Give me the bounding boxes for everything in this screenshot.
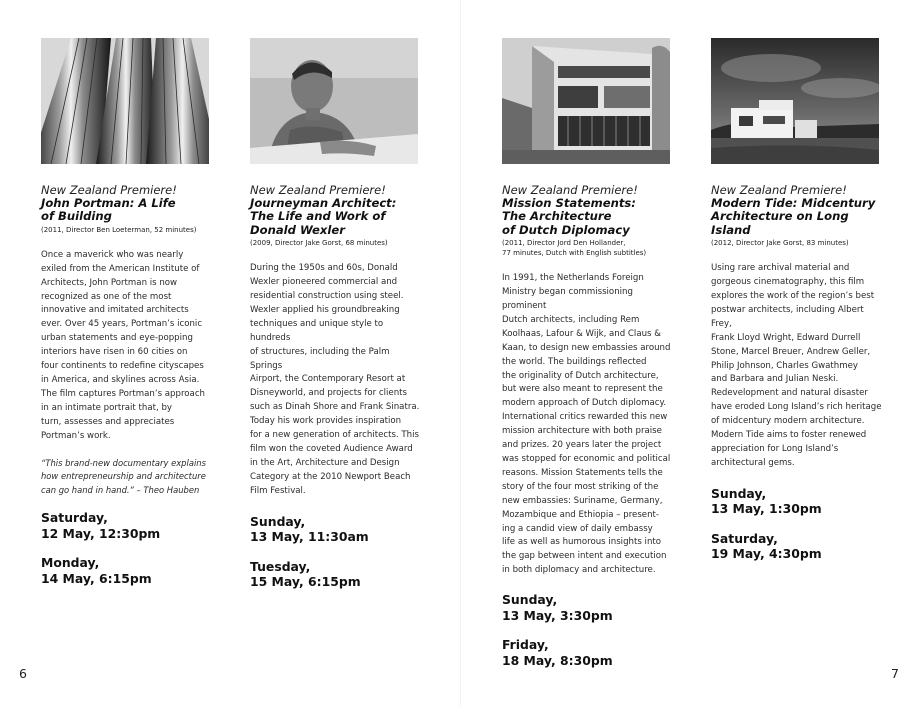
screening-time <box>41 555 213 586</box>
modern-house-photo-image <box>711 38 879 164</box>
desc-line: Wexler pioneered commercial and <box>250 277 398 288</box>
desc-line: of midcentury modern architecture. <box>711 416 865 427</box>
screening-day: Sunday, <box>502 592 558 608</box>
film-credit: (2011, Director Jord Den Hollander, <box>502 239 626 248</box>
screening-list <box>502 592 674 668</box>
screening-time <box>502 637 674 668</box>
screening-day: Saturday, <box>41 510 108 525</box>
review-quote <box>41 457 213 498</box>
film-title-line: Island <box>711 222 751 237</box>
desc-line: and Barbara and Julian Neski. <box>711 374 839 385</box>
desc-line: ever. Over 45 years, Portman’s iconic <box>41 319 203 330</box>
desc-line: innovative and imitated architects <box>41 305 189 316</box>
desc-line: new embassies: Suriname, Germany, <box>502 495 663 506</box>
desc-line: reasons. Mission Statements tells the <box>502 467 663 478</box>
screening-day: Saturday, <box>711 530 778 546</box>
desc-line: exiled from the American Institute of <box>41 263 200 274</box>
desc-line: residential construction using steel. <box>250 291 404 302</box>
film-entry-journeyman-architect <box>250 38 422 604</box>
screening-day: Sunday, <box>250 513 306 529</box>
film-credit: (2009, Director Jake Gorst, 68 minutes) <box>250 239 388 248</box>
film-title-line: John Portman: A Life <box>41 196 176 210</box>
desc-line: Frank Lloyd Wright, Edward Durrell <box>711 332 861 343</box>
desc-line: story of the four most striking of the <box>502 481 659 492</box>
screening-date: 13 May, 11:30am <box>250 529 369 545</box>
film-description <box>41 249 213 444</box>
page-number-right: 7 <box>891 666 899 681</box>
photo-portman-towers <box>41 38 209 164</box>
page-number-left: 6 <box>19 666 27 681</box>
desc-line: turn, assesses and appreciates <box>41 416 175 427</box>
film-title <box>41 197 213 224</box>
screening-time <box>41 510 213 541</box>
desc-line: in the Art, Architecture and Design <box>250 457 400 468</box>
desc-line: Wexler applied his groundbreaking <box>250 304 400 315</box>
screening-day: Tuesday, <box>250 558 311 574</box>
page-spine <box>460 0 461 707</box>
film-title-line: Architecture on Long <box>711 209 849 224</box>
desc-line: interiors have risen in 60 cities on <box>41 347 188 358</box>
desc-line: urban statements and eye-popping <box>41 333 193 344</box>
desc-line: mission architecture with both praise <box>502 426 662 437</box>
desc-line: Film Festival. <box>250 485 306 496</box>
film-title-line: Modern Tide: Midcentury <box>711 196 876 210</box>
desc-line: modern approach of Dutch diplomacy. <box>502 398 667 409</box>
portrait-photo-image <box>250 38 418 164</box>
desc-line: Dutch architects, including Rem <box>502 314 640 325</box>
desc-line: and prizes. 20 years later the project <box>502 440 662 451</box>
screening-date: 13 May, 1:30pm <box>711 501 822 517</box>
screening-day: Sunday, <box>711 485 767 501</box>
desc-line: of structures, including the Palm Springs <box>250 346 390 371</box>
desc-line: such as Dinah Shore and Frank Sinatra. <box>250 402 420 413</box>
film-title <box>250 197 422 237</box>
skyscraper-photo-image <box>41 38 209 164</box>
photo-long-island-house <box>711 38 879 164</box>
desc-line: gorgeous cinematography, this film <box>711 277 865 288</box>
desc-line: the gap between intent and execution <box>502 551 667 562</box>
desc-line: the world. The buildings reflected <box>502 356 647 367</box>
desc-line: was stopped for economic and political <box>502 454 671 464</box>
film-credit-cont: 77 minutes, Dutch with English subtitles) <box>502 249 647 258</box>
desc-line: ing a candid view of daily embassy <box>502 523 653 534</box>
desc-line: International critics rewarded this new <box>502 412 668 423</box>
film-title-line: Mission Statements: <box>502 196 636 210</box>
film-title-line: of Dutch Diplomacy <box>502 222 630 237</box>
desc-line: Stone, Marcel Breuer, Andrew Geller, <box>711 346 871 357</box>
desc-line: for a new generation of architects. This <box>250 430 419 441</box>
screening-date: 14 May, 6:15pm <box>41 570 152 586</box>
desc-line: film won the coveted Audience Award <box>250 444 413 454</box>
desc-line: Modern Tide aims to foster renewed <box>711 430 867 441</box>
premiere-label: New Zealand Premiere! <box>250 183 386 197</box>
quote-line: “This brand-new documentary explains <box>41 457 206 468</box>
film-title-line: Journeyman Architect: <box>250 196 397 210</box>
desc-line: Once a maverick who was nearly <box>41 249 184 260</box>
screening-time <box>502 592 674 623</box>
film-title-line: The Architecture <box>502 209 612 224</box>
desc-line: have eroded Long Island’s rich heritage <box>711 402 882 413</box>
embassy-building-photo-image <box>502 38 670 164</box>
premiere-label: New Zealand Premiere! <box>711 183 847 197</box>
desc-line: Using rare archival material and <box>711 263 850 274</box>
film-entry-john-portman <box>41 38 213 600</box>
photo-donald-wexler <box>250 38 418 164</box>
desc-line: appreciation for Long Island’s <box>711 444 839 454</box>
screening-date: 15 May, 6:15pm <box>250 574 361 590</box>
film-description <box>250 262 422 498</box>
photo-dutch-embassy <box>502 38 670 164</box>
screening-time <box>250 514 422 545</box>
screening-date: 19 May, 4:30pm <box>711 546 822 562</box>
screening-day: Monday, <box>41 555 100 570</box>
screening-date: 12 May, 12:30pm <box>41 525 161 541</box>
film-title-line: Donald Wexler <box>250 222 345 237</box>
desc-line: in both diplomacy and architecture. <box>502 565 656 576</box>
desc-line: in an intimate portrait that, by <box>41 402 172 413</box>
desc-line: Mozambique and Ethiopia – present- <box>502 509 660 520</box>
desc-line: the originality of Dutch architecture, <box>502 370 659 381</box>
screening-list <box>41 510 213 586</box>
desc-line: techniques and unique style to hundreds <box>250 318 384 343</box>
screening-date: 13 May, 3:30pm <box>502 607 613 623</box>
desc-line: Kaan, to design new embassies around <box>502 342 671 353</box>
quote-line: can go hand in hand.” – Theo Hauben <box>41 484 200 495</box>
film-description <box>711 262 883 471</box>
film-title <box>711 197 883 237</box>
desc-line: in America, and skylines across Asia. <box>41 374 200 385</box>
quote-line: how entrepreneurship and architecture <box>41 471 206 481</box>
film-credit: (2012, Director Jake Gorst, 83 minutes) <box>711 239 849 248</box>
desc-line: The film captures Portman’s approach <box>41 388 205 399</box>
film-description <box>502 272 674 578</box>
premiere-label: New Zealand Premiere! <box>502 183 638 197</box>
desc-line: Redevelopment and natural disaster <box>711 388 868 399</box>
desc-line: but were also meant to represent the <box>502 384 663 395</box>
desc-line: recognized as one of the most <box>41 291 172 302</box>
desc-line: In 1991, the Netherlands Foreign <box>502 273 644 284</box>
screening-date: 18 May, 8:30pm <box>502 652 613 668</box>
desc-line: architectural gems. <box>711 457 795 468</box>
desc-line: Category at the 2010 Newport Beach <box>250 471 411 482</box>
film-title-line: of Building <box>41 209 112 224</box>
screening-time <box>711 531 883 562</box>
desc-line: During the 1950s and 60s, Donald <box>250 263 398 274</box>
desc-line: Disneyworld, and projects for clients <box>250 388 407 399</box>
film-entry-modern-tide <box>711 38 883 576</box>
desc-line: postwar architects, including Albert Frey, <box>711 304 864 329</box>
screening-time <box>711 486 883 517</box>
desc-line: explores the work of the region’s best <box>711 291 875 302</box>
screening-list <box>711 486 883 562</box>
screening-time <box>250 559 422 590</box>
film-title-line: The Life and Work of <box>250 209 386 224</box>
desc-line: Architects, John Portman is now <box>41 277 178 288</box>
desc-line: Portman’s work. <box>41 430 111 441</box>
desc-line: Ministry began commissioning prominent <box>502 287 633 312</box>
film-title <box>502 197 674 237</box>
desc-line: Koolhaas, Lafour & Wijk, and Claus & <box>502 328 661 339</box>
premiere-label: New Zealand Premiere! <box>41 183 177 197</box>
desc-line: Airport, the Contemporary Resort at <box>250 374 406 385</box>
desc-line: life as well as humorous insights into <box>502 537 662 548</box>
desc-line: Today his work provides inspiration <box>250 416 402 427</box>
screening-list <box>250 514 422 590</box>
film-credit: (2011, Director Ben Loeterman, 52 minutes) <box>41 225 197 234</box>
film-entry-mission-statements <box>502 38 674 682</box>
desc-line: Philip Johnson, Charles Gwathmey <box>711 360 858 371</box>
desc-line: four continents to redefine cityscapes <box>41 361 204 372</box>
screening-day: Friday, <box>502 637 549 653</box>
